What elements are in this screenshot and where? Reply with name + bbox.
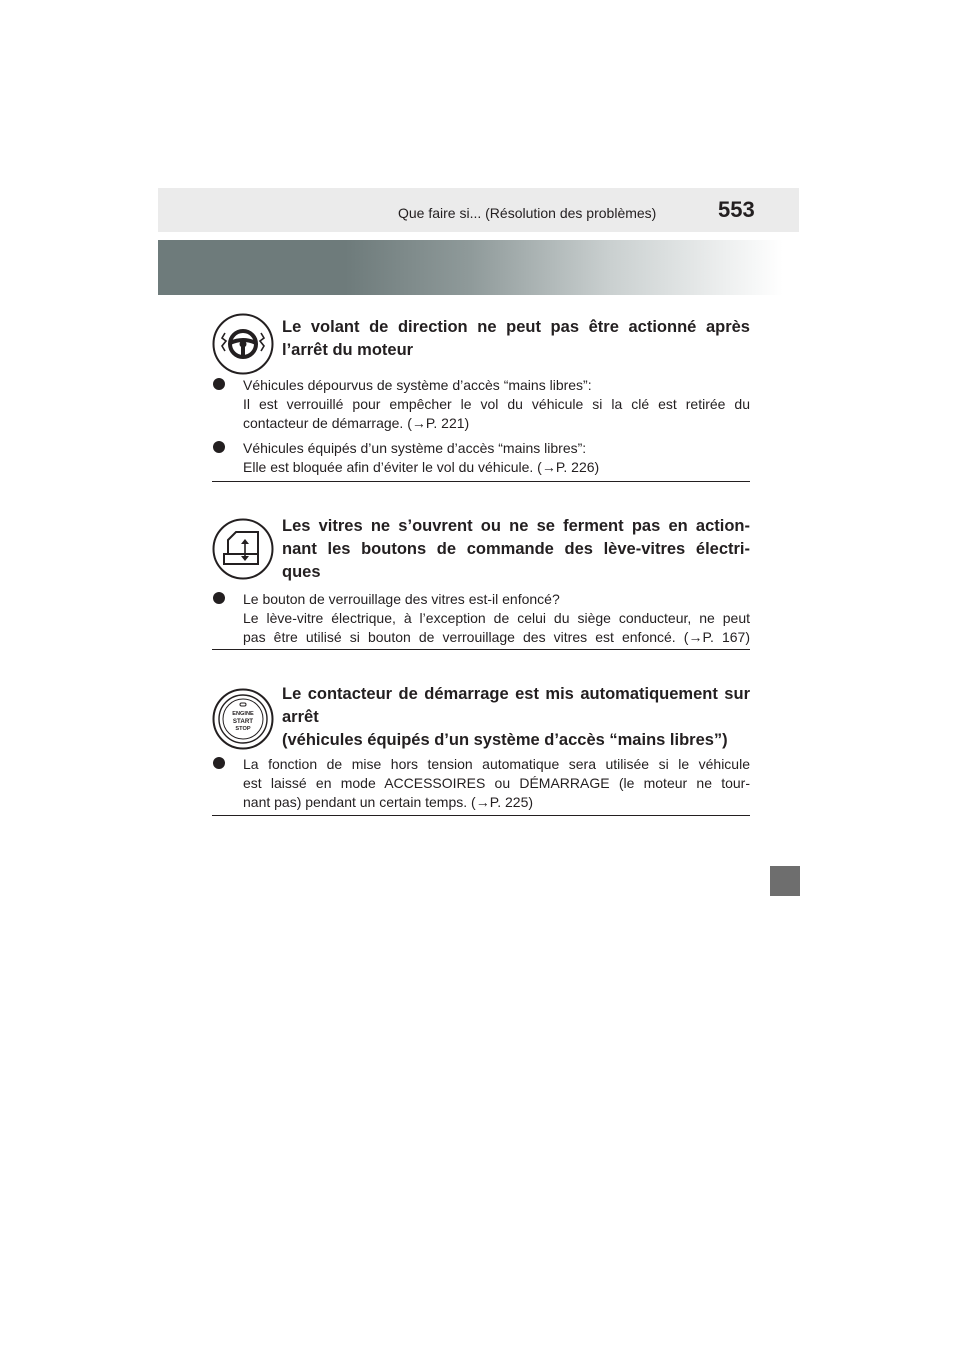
section-title-line: Le volant de direction ne peut pas être actionné après bbox=[282, 318, 750, 336]
section-title-line: arrêt bbox=[282, 708, 319, 726]
chapter-title: Que faire si... (Résolution des problèmes) bbox=[398, 205, 657, 221]
chapter-tab-marker bbox=[770, 866, 800, 896]
icon-label-start: START bbox=[232, 718, 254, 725]
bullet-line: Le lève-vitre électrique, à l’exception de celui du siège conducteur, ne peut bbox=[243, 610, 750, 626]
bullet-line: est laissé en mode ACCESSOIRES ou DÉMARRAGE (le moteur ne tour- bbox=[243, 775, 750, 791]
bullet-line: nant pas) pendant un certain temps. (→P. 225) bbox=[243, 794, 534, 810]
bullet-line: contacteur de démarrage. (→P. 221) bbox=[243, 415, 470, 431]
list-item bbox=[212, 755, 750, 812]
list-item bbox=[212, 439, 750, 477]
bullet-icon bbox=[213, 378, 225, 390]
bullet-icon bbox=[213, 757, 225, 769]
bullet-icon bbox=[213, 592, 225, 604]
section-banner bbox=[158, 240, 783, 295]
section-steering-lock bbox=[212, 313, 750, 483]
section-divider bbox=[212, 815, 750, 816]
bullet-line: Le bouton de verrouillage des vitres est-il enfoncé? bbox=[243, 591, 560, 607]
icon-label-stop: STOP bbox=[235, 726, 251, 732]
section-title-line: ques bbox=[282, 563, 321, 581]
section-title-line: (véhicules équipés d’un système d’accès “mains libres”) bbox=[282, 731, 728, 749]
section-title-line: l’arrêt du moteur bbox=[282, 341, 414, 359]
bullet-icon bbox=[213, 441, 225, 453]
bullet-line: Il est verrouillé pour empêcher le vol du véhicule si la clé est retirée du bbox=[243, 396, 750, 412]
section-divider bbox=[212, 649, 750, 650]
list-item bbox=[212, 590, 750, 647]
icon-label-engine: ENGINE bbox=[232, 711, 254, 717]
bullet-line: Véhicules dépourvus de système d’accès “mains libres”: bbox=[243, 377, 592, 393]
section-title-line: Les vitres ne s’ouvrent ou ne se ferment pas en action- bbox=[282, 517, 750, 535]
section-title-line: nant les boutons de commande des lève-vitres électri- bbox=[282, 540, 750, 558]
bullet-line: Elle est bloquée afin d’éviter le vol du véhicule. (→P. 226) bbox=[243, 459, 600, 475]
section-power-windows bbox=[212, 515, 750, 652]
section-title-line: Le contacteur de démarrage est mis automatiquement sur bbox=[282, 685, 750, 703]
section-auto-power-off bbox=[212, 680, 750, 820]
bullet-line: pas être utilisé si bouton de verrouillage des vitres est enfoncé. (→P. 167) bbox=[243, 629, 750, 645]
steering-lock-icon bbox=[212, 313, 274, 375]
page-number: 553 bbox=[718, 197, 755, 222]
list-item bbox=[212, 376, 750, 433]
section-divider bbox=[212, 481, 750, 482]
bullet-line: La fonction de mise hors tension automatique sera utilisée si le véhicule bbox=[243, 756, 750, 772]
bullet-line: Véhicules équipés d’un système d’accès “mains libres”: bbox=[243, 440, 587, 456]
engine-start-stop-icon bbox=[212, 688, 274, 750]
power-window-icon bbox=[212, 518, 274, 580]
